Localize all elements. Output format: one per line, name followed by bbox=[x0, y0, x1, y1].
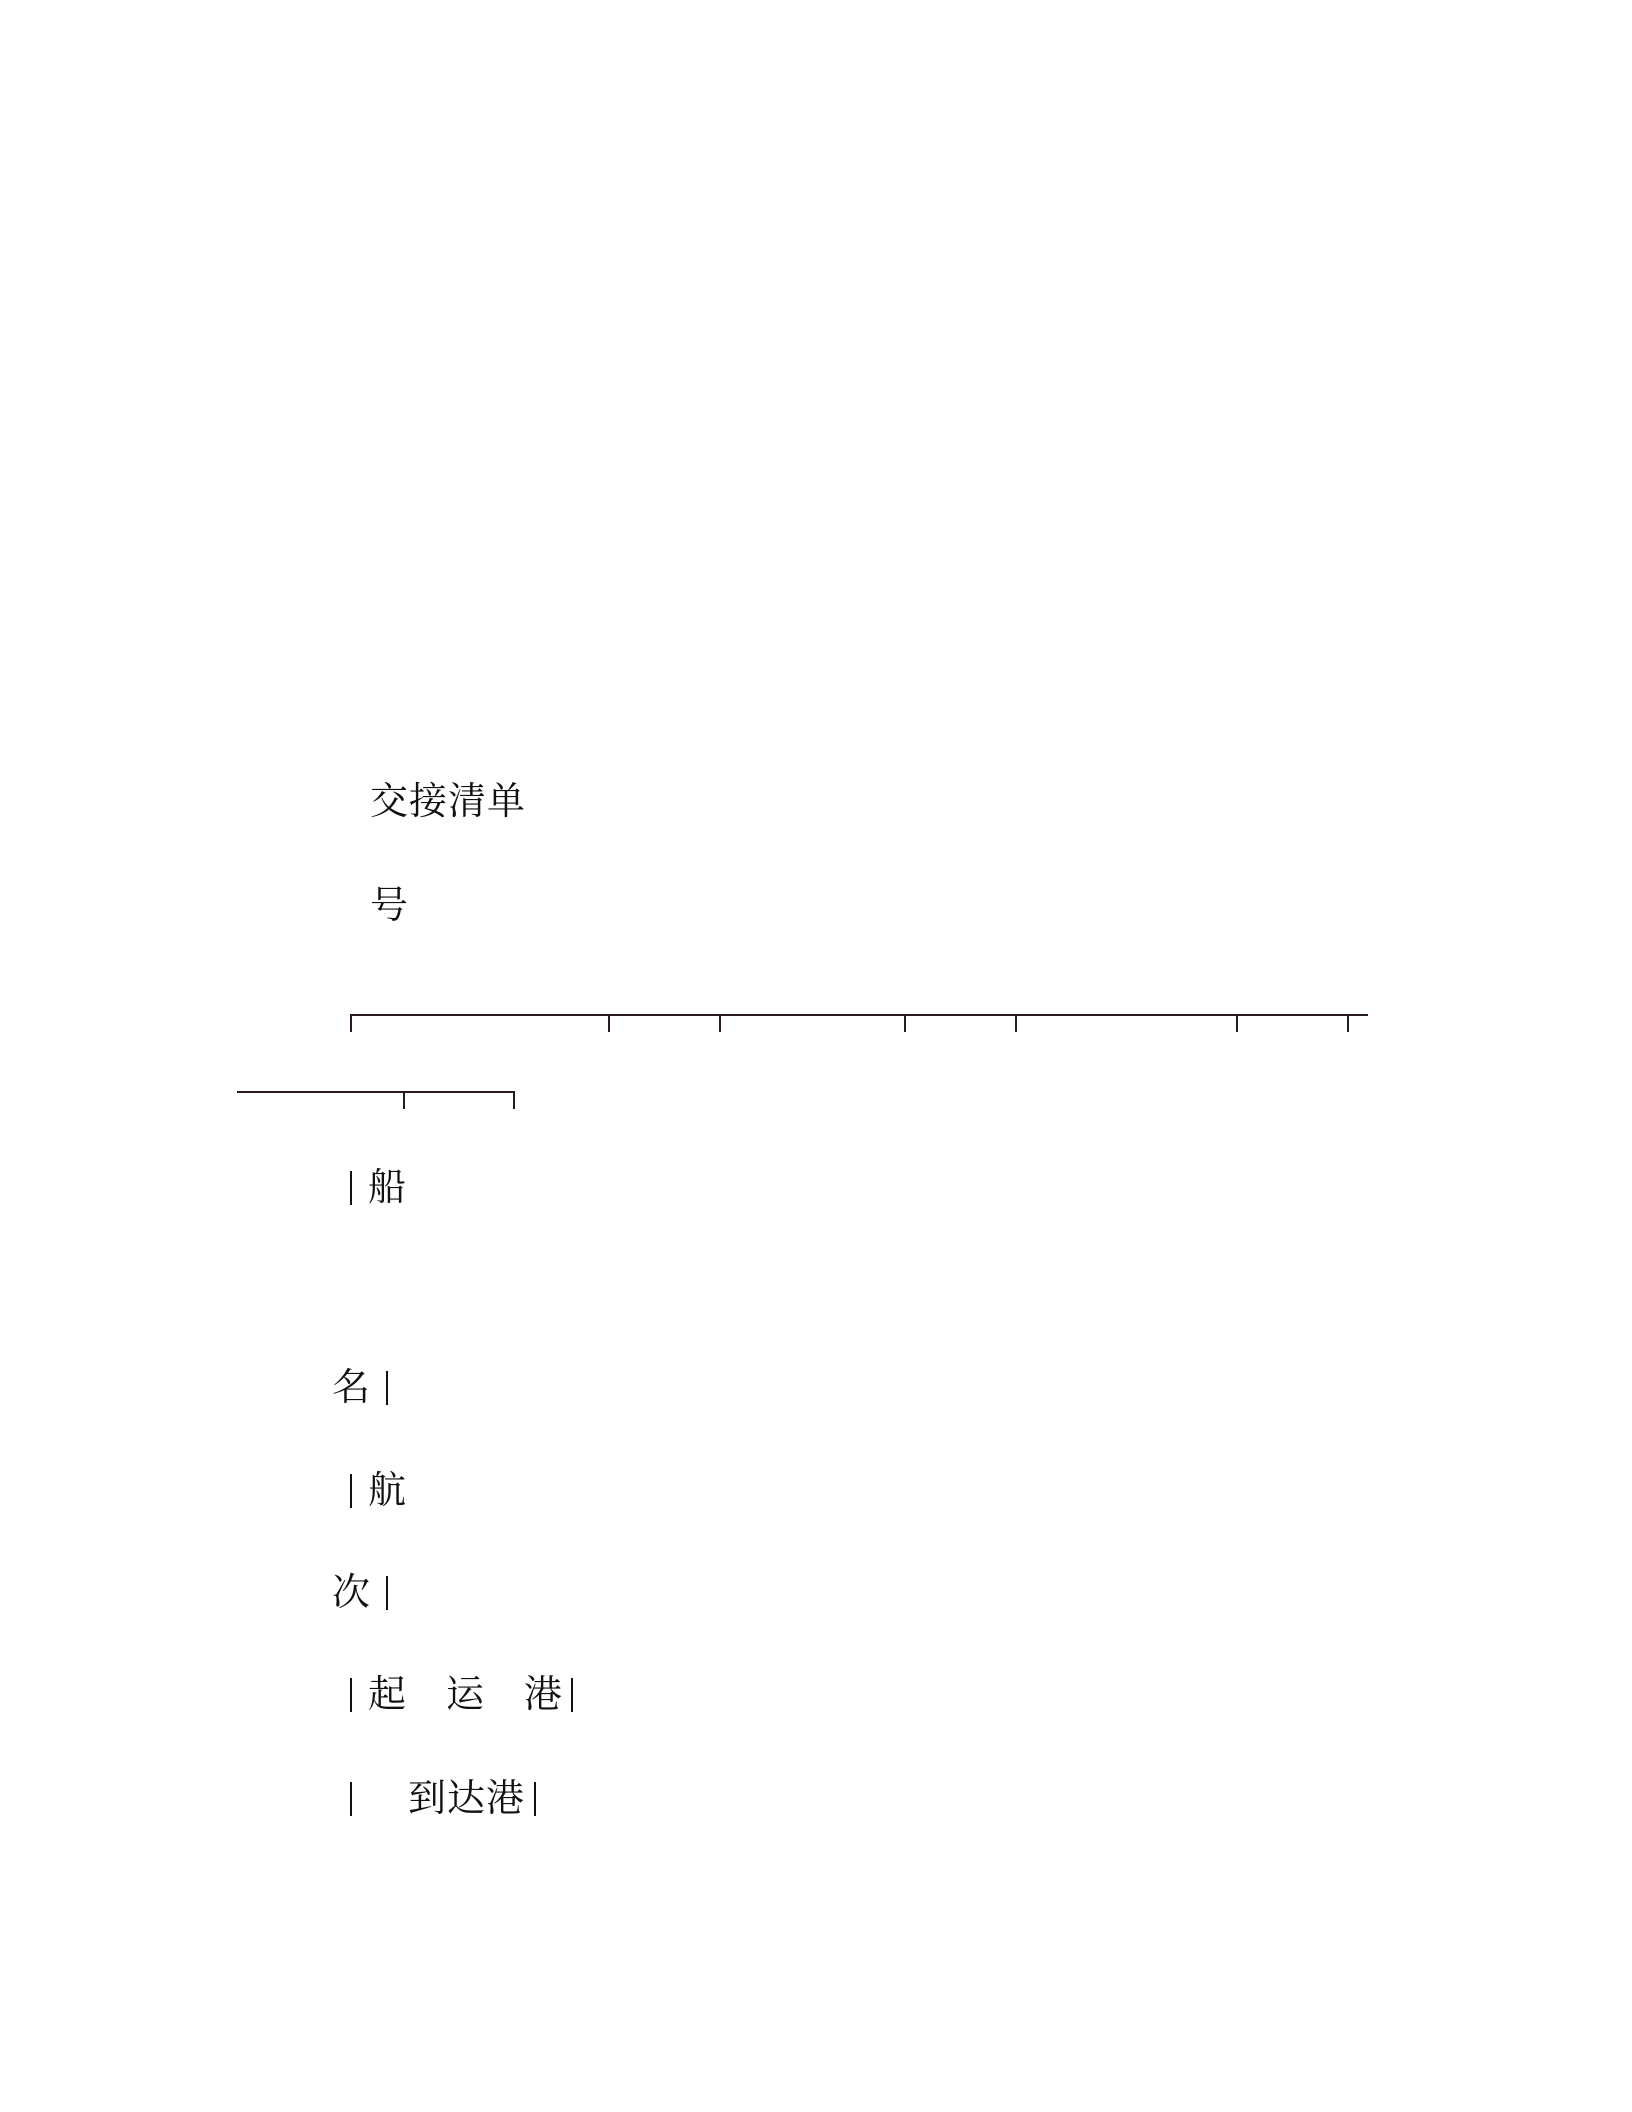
table-top-border bbox=[350, 1014, 1368, 1016]
column-tick bbox=[719, 1014, 721, 1032]
cell-border-right bbox=[571, 1678, 573, 1712]
departure-port-label: 起 运 港 bbox=[368, 1672, 564, 1716]
cell-border-left bbox=[350, 1171, 352, 1205]
cell-border-right bbox=[534, 1782, 536, 1816]
column-tick bbox=[513, 1091, 515, 1109]
column-tick bbox=[608, 1014, 610, 1032]
cell-border-left bbox=[350, 1678, 352, 1712]
arrival-port-label: 到达港 bbox=[408, 1776, 526, 1820]
column-tick bbox=[403, 1091, 405, 1109]
cell-border-right bbox=[386, 1371, 388, 1405]
column-tick bbox=[1236, 1014, 1238, 1032]
column-tick bbox=[904, 1014, 906, 1032]
ship-name-label-part1: 船 bbox=[368, 1165, 408, 1209]
ship-name-label-part2: 名 bbox=[332, 1365, 372, 1409]
column-tick bbox=[1347, 1014, 1349, 1032]
column-tick bbox=[350, 1014, 352, 1032]
column-tick bbox=[1015, 1014, 1017, 1032]
voyage-label-part2: 次 bbox=[332, 1570, 372, 1614]
form-number-label: 号 bbox=[370, 883, 410, 927]
form-title: 交接清单 bbox=[370, 779, 527, 823]
cell-border-left bbox=[350, 1474, 352, 1508]
cell-border-left bbox=[350, 1782, 352, 1816]
voyage-label-part1: 航 bbox=[368, 1468, 408, 1512]
table-border-continued bbox=[237, 1091, 514, 1093]
cell-border-right bbox=[386, 1576, 388, 1610]
